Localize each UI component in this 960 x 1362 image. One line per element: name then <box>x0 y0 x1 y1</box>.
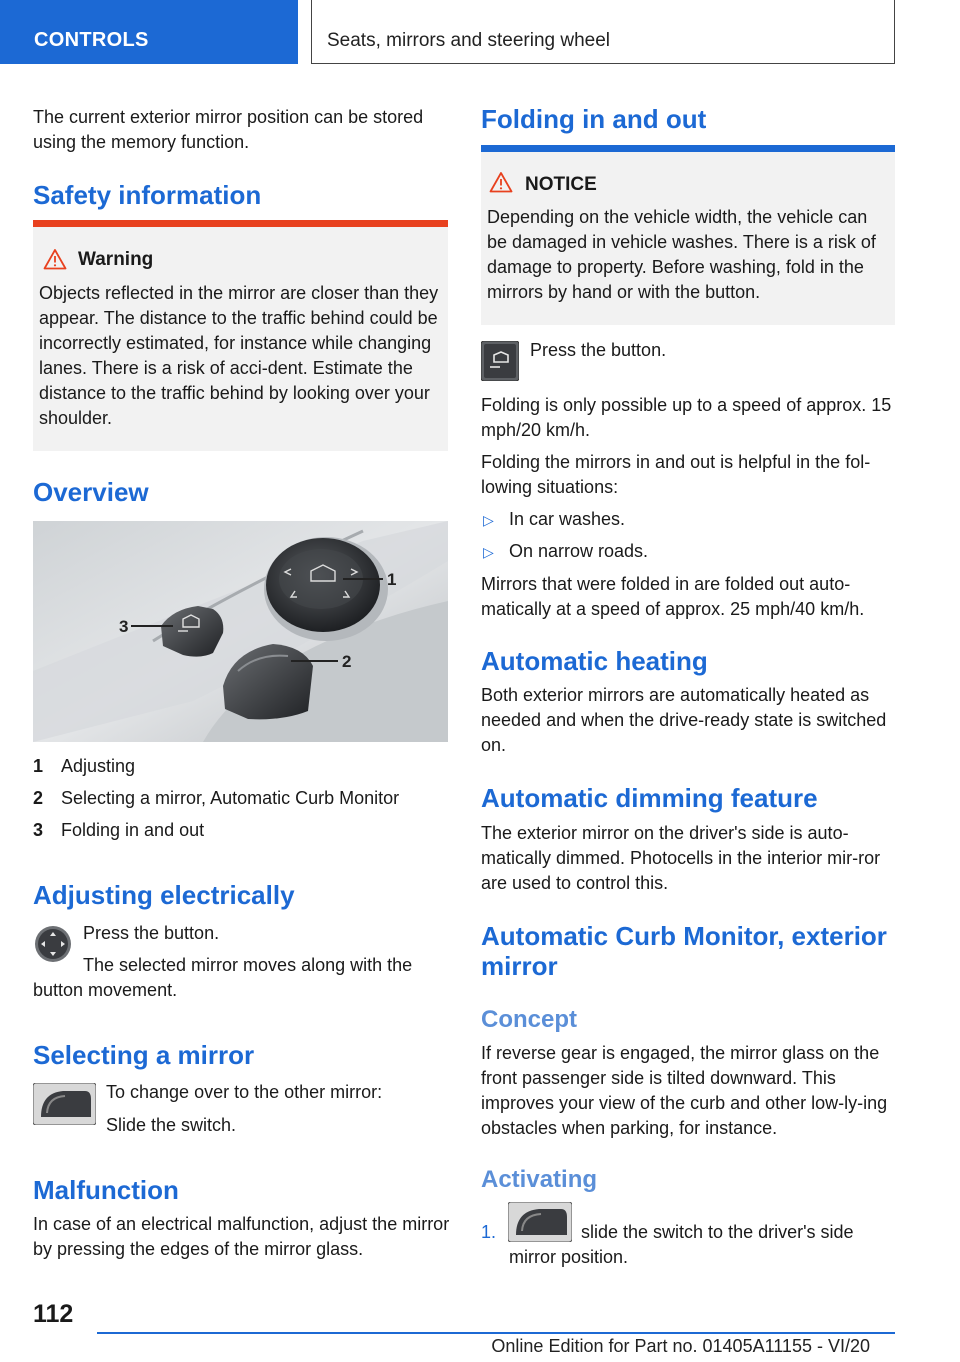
chapter-title: Seats, mirrors and steering wheel <box>327 30 611 51</box>
list-item-number: 3 <box>33 820 44 840</box>
selecting-line2: Slide the switch. <box>106 1115 237 1135</box>
press-button-text: Press the button. <box>530 340 667 360</box>
list-item-number: 1 <box>33 756 44 776</box>
section-title: CONTROLS <box>34 29 149 51</box>
list-item-number: 2 <box>33 788 44 808</box>
adjusting-heading: Adjusting electrically <box>33 880 295 910</box>
folded-out-text: Mirrors that were folded in are folded out auto-matically at a speed of approx. 25 mph/40 km/h. <box>481 574 865 619</box>
activating-heading: Activating <box>481 1166 598 1193</box>
footer-edition: Online Edition for Part no. 01405A11155 - VI/20 <box>491 1336 870 1356</box>
list-item-label: Adjusting <box>61 756 136 776</box>
notice-bar <box>481 145 895 152</box>
selecting-heading: Selecting a mirror <box>33 1040 255 1070</box>
bullet-text: In car washes. <box>509 509 626 529</box>
malfunction-text: In case of an electrical malfunction, adjust the mirror by pressing the edges of the mirror glass. <box>33 1214 450 1259</box>
page-number: 112 <box>33 1300 74 1328</box>
list-item-label: Folding in and out <box>61 820 205 840</box>
mirror-switch-icon <box>33 1083 96 1125</box>
concept-text: If reverse gear is engaged, the mirror glass on the front passenger side is tilted downward. This improves your view of the curb and other low-ly-ing obstacles when parking, for instance. <box>481 1043 888 1138</box>
malfunction-heading: Malfunction <box>33 1175 179 1205</box>
callout-3: 3 <box>119 617 129 636</box>
folding-helpful-text: Folding the mirrors in and out is helpful in the fol-lowing situations: <box>481 452 871 497</box>
folding-heading: Folding in and out <box>481 104 707 134</box>
chapter-tab <box>311 0 895 64</box>
bullet-icon: ▷ <box>483 512 494 528</box>
adjusting-line2: The selected mirror moves along with the button movement. <box>33 955 413 1000</box>
warning-triangle-icon <box>43 248 67 270</box>
warning-title: Warning <box>78 249 154 270</box>
adjusting-line1: Press the button. <box>83 923 220 943</box>
bullet-icon: ▷ <box>483 544 494 560</box>
notice-title: NOTICE <box>525 174 597 195</box>
step-number: 1. <box>481 1222 497 1242</box>
selecting-line1: To change over to the other mirror: <box>106 1082 383 1102</box>
dimming-text: The exterior mirror on the driver's side is auto-matically dimmed. Photocells in the interior mir-ror are used to control this. <box>481 823 881 893</box>
heating-heading: Automatic heating <box>481 646 708 676</box>
fold-button-icon <box>481 341 519 381</box>
callout-1: 1 <box>387 570 397 589</box>
callout-2: 2 <box>342 652 352 671</box>
step-text: slide the switch to the driver's side mirror position. <box>509 1222 854 1267</box>
footer-rule <box>97 1332 895 1334</box>
mirror-controls-photo <box>33 521 448 742</box>
overview-heading: Overview <box>33 477 149 507</box>
section-tab <box>0 0 298 64</box>
notice-box <box>481 145 895 325</box>
warning-box <box>33 220 448 451</box>
list-item-label: Selecting a mirror, Automatic Curb Monitor <box>61 788 400 808</box>
intro-text: The current exterior mirror position can be stored using the memory function. <box>33 107 424 152</box>
concept-heading: Concept <box>481 1006 577 1033</box>
warning-text: Objects reflected in the mirror are closer than they appear. The distance to the traffic behind could be incorrectly estimated, for instance while changing lanes. There is a risk of acci-dent. Estimate the distance to the traffic behind by looking over your shoulder. <box>39 283 439 428</box>
dimming-heading: Automatic dimming feature <box>481 783 818 813</box>
warning-bar <box>33 220 448 227</box>
heating-text: Both exterior mirrors are automatically heated as needed and when the drive-ready state is switched on. <box>481 685 887 755</box>
notice-triangle-icon <box>489 171 513 193</box>
curb-monitor-heading: Automatic Curb Monitor, exterior mirror <box>481 921 887 981</box>
bullet-text: On narrow roads. <box>509 541 649 561</box>
safety-heading: Safety information <box>33 180 262 210</box>
folding-speed-text: Folding is only possible up to a speed of approx. 15 mph/20 km/h. <box>481 395 892 440</box>
notice-text: Depending on the vehicle width, the vehicle can be damaged in vehicle washes. There is a risk of damage to property. Before washing, fold in the mirrors by hand or with the button. <box>487 207 876 302</box>
